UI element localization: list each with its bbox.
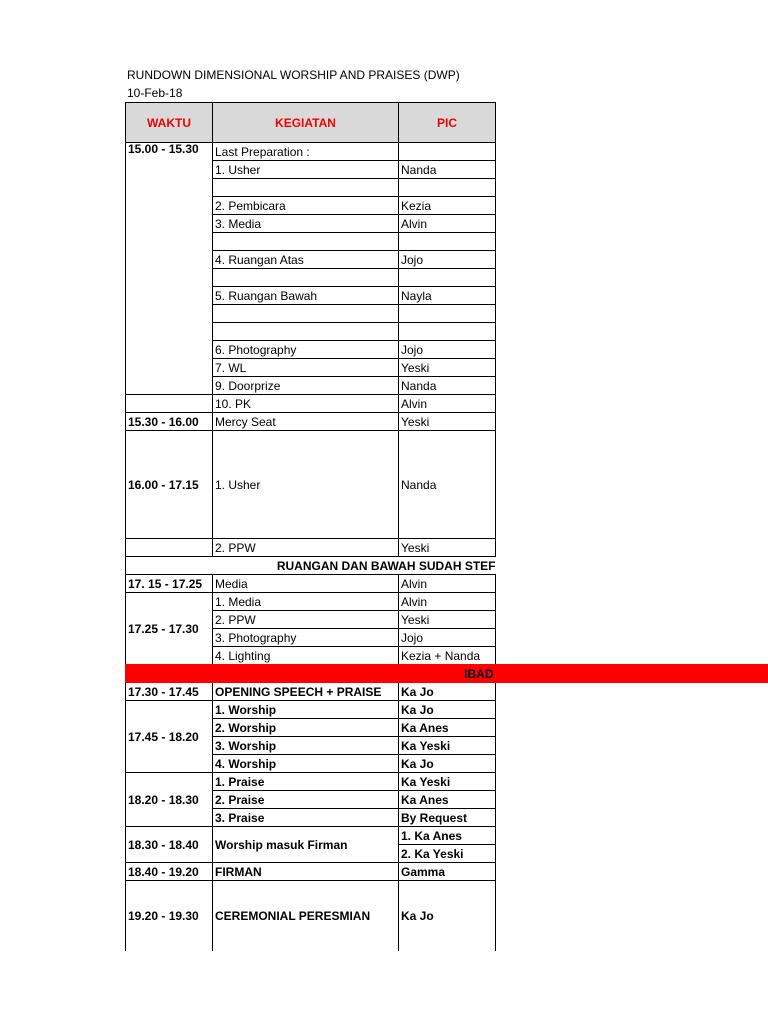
table-row <box>126 863 496 881</box>
activity-cell: 9. Doorprize <box>213 377 399 395</box>
time-cell: 18.40 - 19.20 <box>126 863 213 881</box>
activity-cell: 4. Worship <box>213 755 399 773</box>
pic-cell: Jojo <box>399 251 496 269</box>
header-row <box>126 103 496 143</box>
pic-cell: Ka Yeski <box>399 737 496 755</box>
activity-cell: 2. Praise <box>213 791 399 809</box>
time-cell: 17. 15 - 17.25 <box>126 575 213 593</box>
pic-cell: Ka Anes <box>399 719 496 737</box>
table-row <box>126 431 496 539</box>
table-row <box>126 881 496 951</box>
activity-cell: 2. Worship <box>213 719 399 737</box>
activity-cell: 10. PK <box>213 395 399 413</box>
time-cell: 18.20 - 18.30 <box>126 773 213 827</box>
ibadah-banner-text: IBAD <box>464 666 494 681</box>
activity-cell <box>213 269 399 287</box>
table-row <box>126 701 496 719</box>
activity-cell: 2. PPW <box>213 539 399 557</box>
activity-cell: Mercy Seat <box>213 413 399 431</box>
table-row <box>126 827 496 845</box>
pic-cell: Ka Anes <box>399 791 496 809</box>
ibadah-banner-row <box>126 665 496 683</box>
red-highlight-bar <box>125 664 768 683</box>
time-cell: 18.30 - 18.40 <box>126 827 213 863</box>
pic-cell: Ka Jo <box>399 683 496 701</box>
table-row <box>126 593 496 611</box>
pic-cell <box>399 179 496 197</box>
table-row <box>126 413 496 431</box>
pic-cell: Nanda <box>399 161 496 179</box>
pic-cell <box>399 323 496 341</box>
pic-cell: Alvin <box>399 215 496 233</box>
section-banner-row <box>126 557 496 575</box>
pic-cell <box>399 233 496 251</box>
table-row <box>126 575 496 593</box>
rundown-table <box>125 102 496 951</box>
table-row <box>126 539 496 557</box>
pic-cell: Yeski <box>399 413 496 431</box>
activity-cell: 3. Praise <box>213 809 399 827</box>
pic-cell <box>399 305 496 323</box>
document-title: RUNDOWN DIMENSIONAL WORSHIP AND PRAISES (DWP) <box>127 68 460 82</box>
header-pic: PIC <box>399 103 496 143</box>
activity-cell: Media <box>213 575 399 593</box>
activity-cell <box>213 305 399 323</box>
header-kegiatan: KEGIATAN <box>213 103 399 143</box>
activity-cell: 2. PPW <box>213 611 399 629</box>
document-date: 10-Feb-18 <box>127 86 183 100</box>
pic-cell <box>399 143 496 161</box>
pic-cell: 2. Ka Yeski <box>399 845 496 863</box>
pic-cell: Yeski <box>399 359 496 377</box>
time-cell: 17.25 - 17.30 <box>126 593 213 665</box>
header-waktu: WAKTU <box>126 103 213 143</box>
activity-cell: 1. Usher <box>213 161 399 179</box>
pic-cell: Kezia + Nanda <box>399 647 496 665</box>
pic-cell: Alvin <box>399 593 496 611</box>
time-cell: 15.00 - 15.30 <box>126 143 213 395</box>
pic-cell: Alvin <box>399 575 496 593</box>
pic-cell: Nanda <box>399 431 496 539</box>
pic-cell: Ka Jo <box>399 881 496 951</box>
activity-cell <box>213 233 399 251</box>
time-cell: 15.30 - 16.00 <box>126 413 213 431</box>
activity-cell: 2. Pembicara <box>213 197 399 215</box>
section-banner-text: RUANGAN DAN BAWAH SUDAH STEF <box>276 558 496 573</box>
pic-cell: Alvin <box>399 395 496 413</box>
pic-cell: Yeski <box>399 539 496 557</box>
pic-cell: By Request <box>399 809 496 827</box>
pic-cell: Ka Yeski <box>399 773 496 791</box>
activity-cell: Last Preparation : <box>213 143 399 161</box>
activity-cell: 3. Photography <box>213 629 399 647</box>
activity-cell: 5. Ruangan Bawah <box>213 287 399 305</box>
table-row <box>126 683 496 701</box>
pic-cell: Ka Jo <box>399 701 496 719</box>
time-cell <box>126 395 213 413</box>
table-row <box>126 773 496 791</box>
activity-cell: 1. Usher <box>213 431 399 539</box>
activity-cell: FIRMAN <box>213 863 399 881</box>
pic-cell: Jojo <box>399 629 496 647</box>
activity-cell: CEREMONIAL PERESMIAN <box>213 881 399 951</box>
pic-cell: Nanda <box>399 377 496 395</box>
pic-cell: Nayla <box>399 287 496 305</box>
time-cell <box>126 539 213 557</box>
time-cell: 17.30 - 17.45 <box>126 683 213 701</box>
activity-cell: 1. Worship <box>213 701 399 719</box>
activity-cell: OPENING SPEECH + PRAISE <box>213 683 399 701</box>
activity-cell: 7. WL <box>213 359 399 377</box>
activity-cell <box>213 323 399 341</box>
activity-cell: 4. Ruangan Atas <box>213 251 399 269</box>
pic-cell: Jojo <box>399 341 496 359</box>
activity-cell: 3. Worship <box>213 737 399 755</box>
pic-cell: Ka Jo <box>399 755 496 773</box>
table-row <box>126 395 496 413</box>
time-cell: 16.00 - 17.15 <box>126 431 213 539</box>
activity-cell: 1. Praise <box>213 773 399 791</box>
section-banner <box>126 557 496 575</box>
activity-cell: 3. Media <box>213 215 399 233</box>
activity-cell <box>213 179 399 197</box>
pic-cell: 1. Ka Anes <box>399 827 496 845</box>
activity-cell: 6. Photography <box>213 341 399 359</box>
pic-cell <box>399 269 496 287</box>
time-cell: 17.45 - 18.20 <box>126 701 213 773</box>
pic-cell: Gamma <box>399 863 496 881</box>
table-row <box>126 143 496 161</box>
pic-cell: Kezia <box>399 197 496 215</box>
activity-cell: 1. Media <box>213 593 399 611</box>
time-cell: 19.20 - 19.30 <box>126 881 213 951</box>
ibadah-banner <box>126 665 496 683</box>
activity-cell: Worship masuk Firman <box>213 827 399 863</box>
activity-cell: 4. Lighting <box>213 647 399 665</box>
pic-cell: Yeski <box>399 611 496 629</box>
